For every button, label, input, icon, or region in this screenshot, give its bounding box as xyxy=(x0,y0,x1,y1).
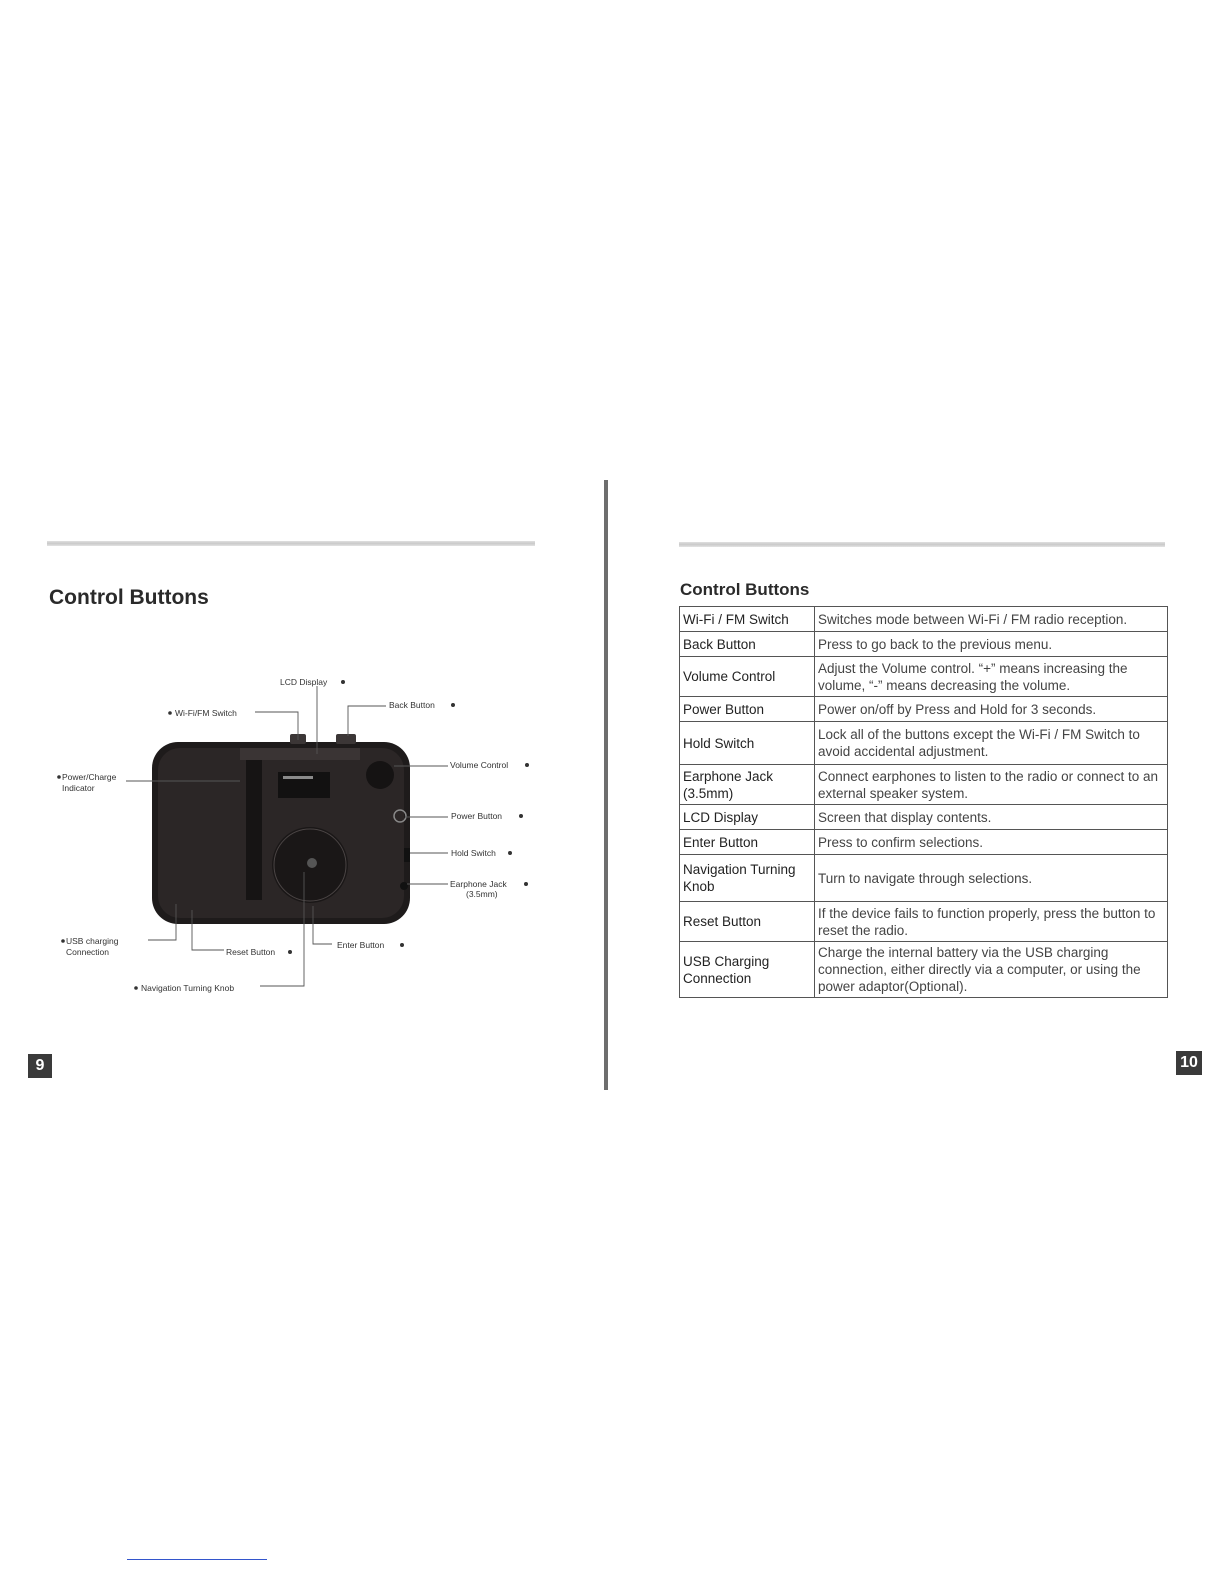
left-header-rule xyxy=(47,541,535,546)
callout-lcd-display: LCD Display xyxy=(280,677,328,687)
book-spine xyxy=(604,480,608,1090)
row-name: Navigation Turning Knob xyxy=(680,855,815,902)
table-row xyxy=(680,657,1168,697)
table-row xyxy=(680,722,1168,765)
page-number-left: 9 xyxy=(28,1054,52,1078)
page-number-right: 10 xyxy=(1176,1051,1202,1075)
right-page-title: Control Buttons xyxy=(680,580,810,599)
callout-wifi-fm-switch: Wi-Fi/FM Switch xyxy=(175,708,237,718)
callout-power-button: Power Button xyxy=(451,811,503,821)
callout-usb-charging-2: Connection xyxy=(66,947,110,957)
row-name: USB Charging Connection xyxy=(680,942,815,998)
row-name: LCD Display xyxy=(680,805,815,830)
row-description: Connect earphones to listen to the radio or connect to an external speaker system. xyxy=(815,765,1168,805)
row-description: Press to go back to the previous menu. xyxy=(815,632,1168,657)
table-row xyxy=(680,607,1168,632)
table-row xyxy=(680,632,1168,657)
table-row xyxy=(680,765,1168,805)
callout-reset-button: Reset Button xyxy=(226,947,276,957)
callout-navigation-knob: Navigation Turning Knob xyxy=(141,983,235,993)
row-name: Back Button xyxy=(680,632,815,657)
callout-enter-button: Enter Button xyxy=(337,940,385,950)
row-name: Wi-Fi / FM Switch xyxy=(680,607,815,632)
callout-power-charge-1: Power/Charge xyxy=(62,772,117,782)
row-description: Turn to navigate through selections. xyxy=(815,855,1168,902)
callout-back-button: Back Button xyxy=(389,700,435,710)
table-row xyxy=(680,805,1168,830)
row-name: Power Button xyxy=(680,697,815,722)
row-description: Press to confirm selections. xyxy=(815,830,1168,855)
radio-device-image xyxy=(152,734,410,924)
callout-earphone-jack-1: Earphone Jack xyxy=(450,879,507,889)
radio-diagram xyxy=(40,660,560,1010)
left-page-title: Control Buttons xyxy=(49,586,209,609)
row-description: Adjust the Volume control. “+” means increasing the volume, “-” means decreasing the volume. xyxy=(815,657,1168,697)
row-description: Screen that display contents. xyxy=(815,805,1168,830)
row-description: Switches mode between Wi-Fi / FM radio reception. xyxy=(815,607,1168,632)
table-row xyxy=(680,902,1168,942)
callout-power-charge-2: Indicator xyxy=(62,783,95,793)
row-name: Reset Button xyxy=(680,902,815,942)
bottom-blue-line xyxy=(127,1559,267,1560)
callout-hold-switch: Hold Switch xyxy=(451,848,496,858)
row-name: Enter Button xyxy=(680,830,815,855)
control-buttons-table xyxy=(679,606,1168,998)
row-name: Earphone Jack (3.5mm) xyxy=(680,765,815,805)
table-row xyxy=(680,697,1168,722)
callout-volume-control: Volume Control xyxy=(450,760,509,770)
row-name: Volume Control xyxy=(680,657,815,697)
callout-usb-charging-1: USB charging xyxy=(66,936,119,946)
row-description: Power on/off by Press and Hold for 3 seconds. xyxy=(815,697,1168,722)
right-header-rule xyxy=(679,542,1165,547)
row-description: Lock all of the buttons except the Wi-Fi / FM Switch to avoid accidental adjustment. xyxy=(815,722,1168,765)
table-row xyxy=(680,942,1168,998)
row-description: If the device fails to function properly, press the button to reset the radio. xyxy=(815,902,1168,942)
callout-earphone-jack-2: (3.5mm) xyxy=(466,889,498,899)
row-name: Hold Switch xyxy=(680,722,815,765)
row-description: Charge the internal battery via the USB charging connection, either directly via a computer, or using the power adaptor(Optional). xyxy=(815,942,1168,998)
table-row xyxy=(680,830,1168,855)
table-row xyxy=(680,855,1168,902)
